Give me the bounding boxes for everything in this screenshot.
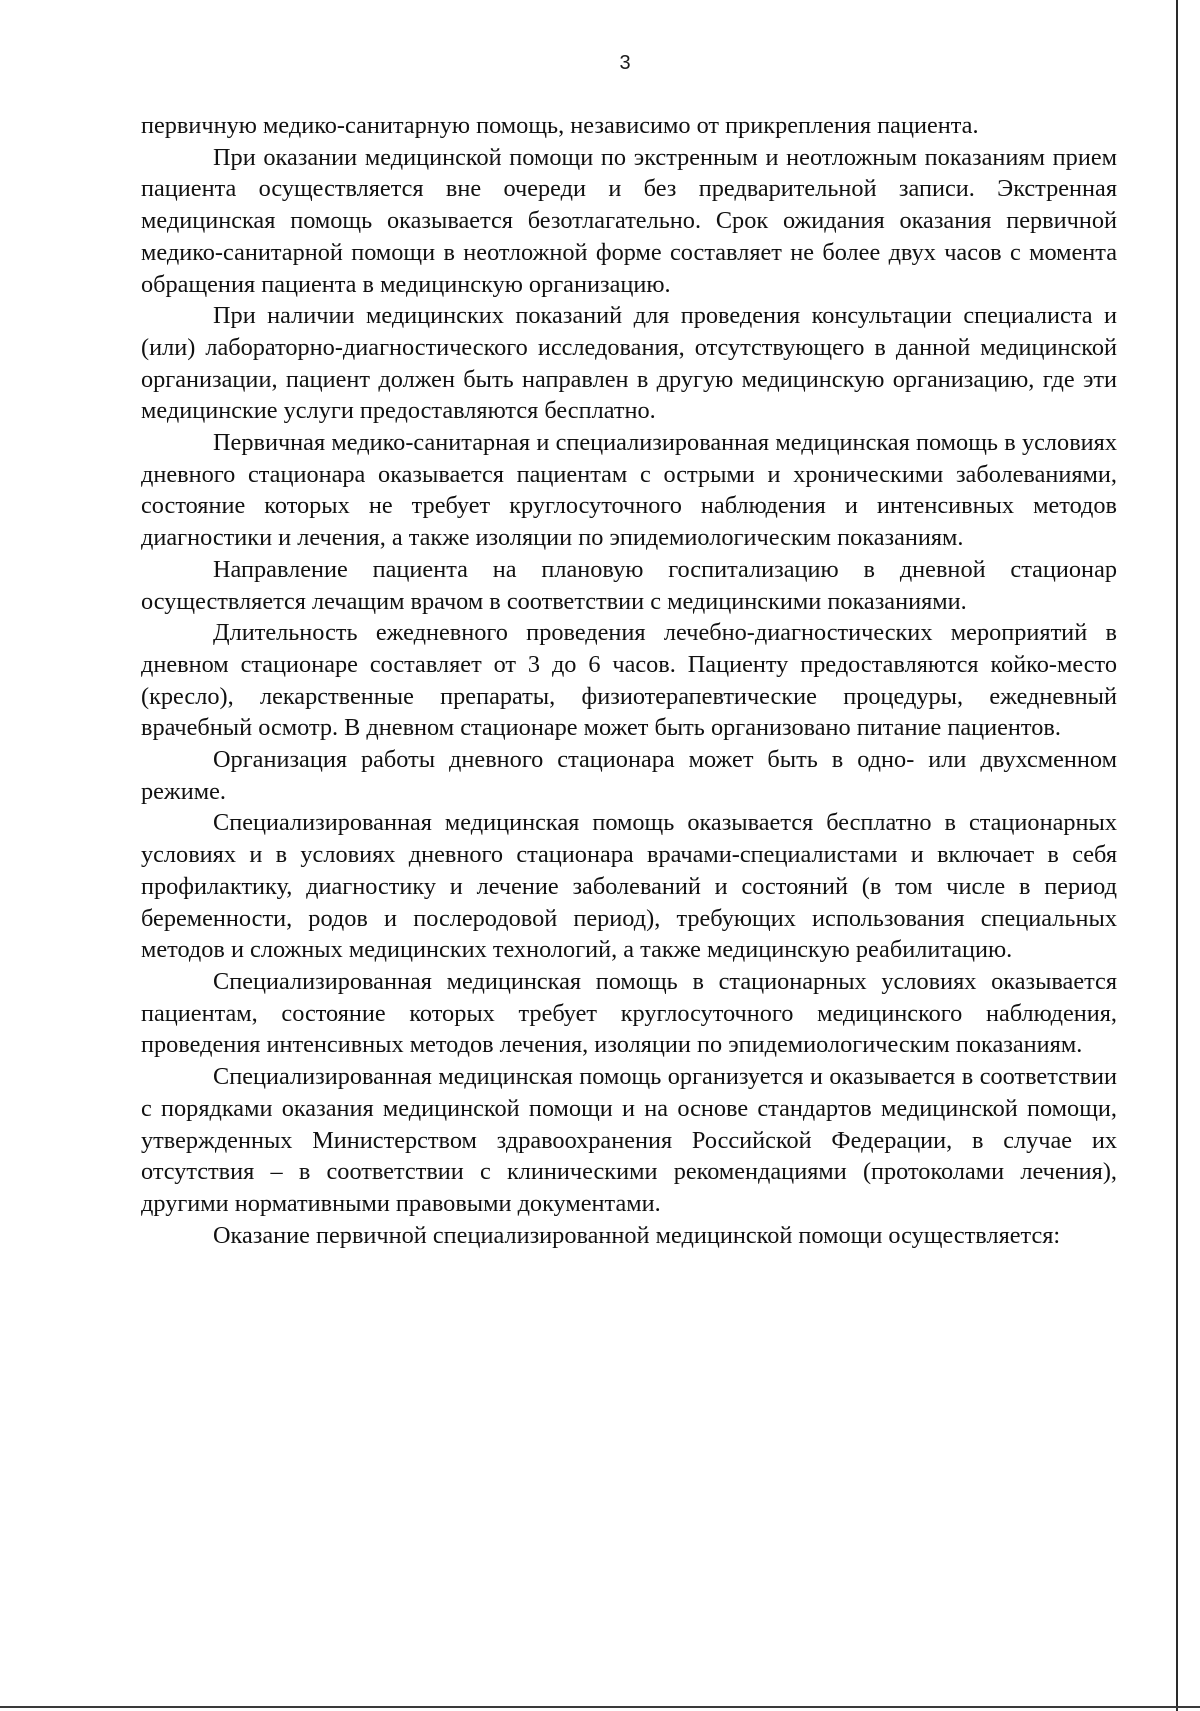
paragraph-day-hospital-care: Первичная медико-санитарная и специализированная медицинская помощь в условиях дневного стационара оказывается пациентам с острыми и хроническими заболеваниями, состояние которых не требует круглосуточного наблюдения и интенсивных методов диагностики и лечения, а также изоляции по эпидемиологическим показаниям.	[141, 429, 1117, 552]
document-body	[141, 110, 1117, 1251]
scan-bottom-edge	[0, 1706, 1200, 1708]
page-number: 3	[619, 52, 631, 74]
paragraph-specialist-referral: При наличии медицинских показаний для проведения консультации специалиста и (или) лабораторно-диагностического исследования, отсутствующего в данной медицинской организации, пациент должен быть направлен в другую медицинскую организацию, где эти медицинские услуги предоставляются бесплатно.	[141, 302, 1117, 425]
scan-right-edge	[1176, 0, 1178, 1711]
paragraph-specialized-care: Специализированная медицинская помощь оказывается бесплатно в стационарных условиях и в условиях дневного стационара врачами-специалистами и включает в себя профилактику, диагностику и лечение заболеваний и состояний (в том числе в период беременности, родов и послеродовой период), требующих использования специальных методов и сложных медицинских технологий, а также медицинскую реабилитацию.	[141, 809, 1117, 964]
paragraph-inpatient-care: Специализированная медицинская помощь в стационарных условиях оказывается пациентам, состояние которых требует круглосуточного медицинского наблюдения, проведения интенсивных методов лечения, изоляции по эпидемиологическим показаниям.	[141, 967, 1117, 1059]
paragraph-day-hospital-duration: Длительность ежедневного проведения лечебно-диагностических мероприятий в дневном стационаре составляет от 3 до 6 часов. Пациенту предоставляются койко-место (кресло), лекарственные препараты, физиотерапевтические процедуры, ежедневный врачебный осмотр. В дневном стационаре может быть организовано питание пациентов.	[141, 619, 1117, 742]
paragraph-care-standards: Специализированная медицинская помощь организуется и оказывается в соответствии с порядками оказания медицинской помощи и на основе стандартов медицинской помощи, утвержденных Министерством здравоохранения Российской Федерации, в случае их отсутствия – в соответствии с клиническими рекомендациями (протоколами лечения), другими нормативными правовыми документами.	[141, 1063, 1117, 1217]
paragraph-day-hospital-shifts: Организация работы дневного стационара может быть в одно- или двухсменном режиме.	[141, 746, 1117, 805]
paragraph-day-hospital-referral: Направление пациента на плановую госпитализацию в дневной стационар осуществляется лечащим врачом в соответствии с медицинскими показаниями.	[141, 555, 1117, 615]
paragraph-continuation: первичную медико-санитарную помощь, независимо от прикрепления пациента.	[141, 112, 979, 139]
paragraph-primary-specialized-care: Оказание первичной специализированной медицинской помощи осуществляется:	[213, 1221, 1061, 1249]
paragraph-emergency-care: При оказании медицинской помощи по экстренным и неотложным показаниям прием пациента осуществляется вне очереди и без предварительной записи. Экстренная медицинская помощь оказывается безотлагательно. Срок ожидания оказания первичной медико-санитарной помощи в неотложной форме составляет не более двух часов с момента обращения пациента в медицинскую организацию.	[141, 143, 1117, 298]
